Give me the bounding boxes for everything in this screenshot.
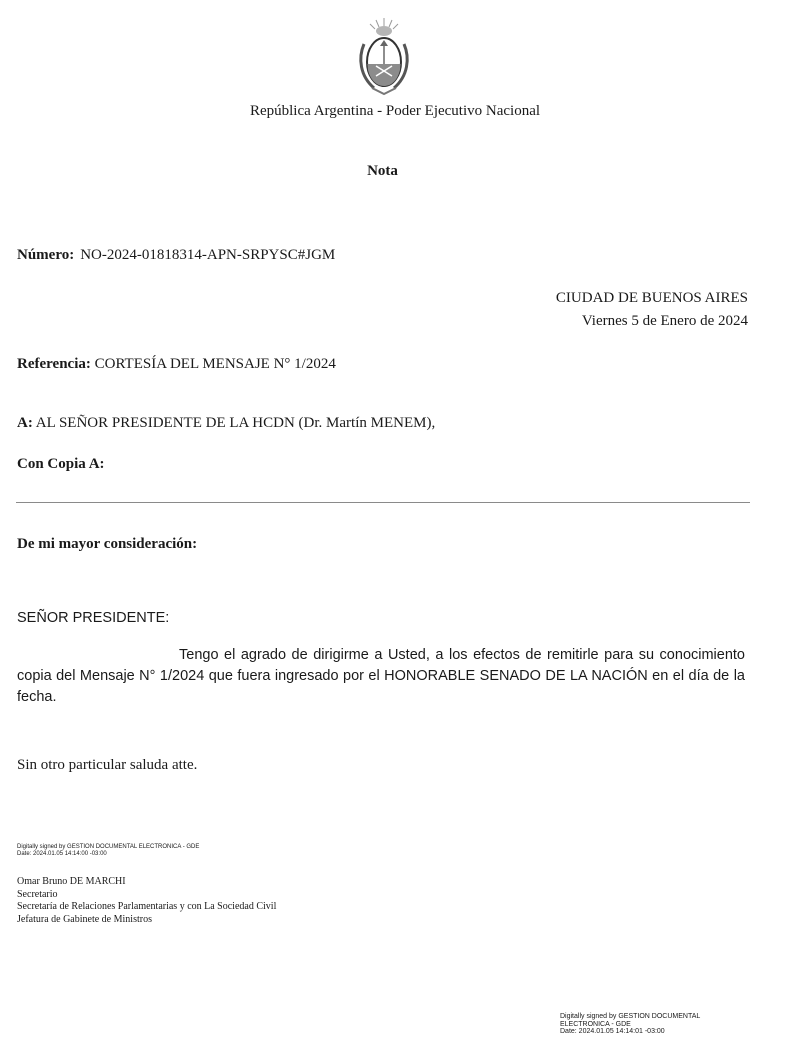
argentina-coat-of-arms-icon (354, 16, 414, 98)
recipient-line (17, 415, 435, 432)
signer-office: Secretaría de Relaciones Parlamentarias y con La Sociedad Civil (17, 901, 277, 912)
signer-role: Secretario (17, 888, 58, 900)
referencia-value: CORTESÍA DEL MENSAJE N° 1/2024 (94, 356, 336, 372)
cc-label: Con Copia A: (17, 456, 105, 472)
document-date: Viernes 5 de Enero de 2024 (581, 313, 748, 329)
issuer-heading: República Argentina - Poder Ejecutivo Nacional (249, 103, 541, 119)
stamp-line: Digitally signed by GESTION DOCUMENTAL (560, 1013, 701, 1020)
digital-signature-stamp (17, 844, 199, 858)
body-paragraph: Tengo el agrado de dirigirme a Usted, a los efectos de remitirle para su conocimiento copia del Mensaje N° 1/2024 que fuera ingresado por el HONORABLE SENADO DE LA NACIÓN en el día de la fecha. (17, 647, 745, 705)
stamp-line: Date: 2024.01.05 14:14:00 -03:00 (17, 851, 107, 857)
reference-line (17, 356, 336, 373)
digital-signature-stamp-footer (560, 1013, 700, 1036)
signer-department: Jefatura de Gabinete de Ministros (17, 913, 152, 925)
stamp-line: ELECTRONICA - GDE (560, 1020, 631, 1028)
stamp-line: Date: 2024.01.05 14:14:01 -03:00 (560, 1028, 665, 1035)
signer-name: Omar Bruno DE MARCHI (17, 876, 126, 887)
city: CIUDAD DE BUENOS AIRES (555, 290, 748, 306)
numero-value: NO-2024-01818314-APN-SRPYSC#JGM (80, 247, 336, 263)
to-label: A: (17, 415, 33, 431)
signer-block (17, 876, 276, 926)
document-type-title: Nota (367, 163, 398, 179)
stamp-line: Digitally signed by GESTION DOCUMENTAL ELECTRONICA - GDE (17, 844, 200, 850)
salutation: SEÑOR PRESIDENTE: (17, 610, 170, 626)
greeting: De mi mayor consideración: (17, 536, 198, 552)
divider (16, 502, 750, 503)
referencia-label: Referencia: (17, 356, 91, 372)
document-number (17, 247, 335, 264)
closing-line: Sin otro particular saluda atte. (17, 757, 198, 773)
to-value: AL SEÑOR PRESIDENTE DE LA HCDN (Dr. Martín MENEM), (35, 415, 436, 431)
numero-label: Número: (17, 247, 75, 263)
